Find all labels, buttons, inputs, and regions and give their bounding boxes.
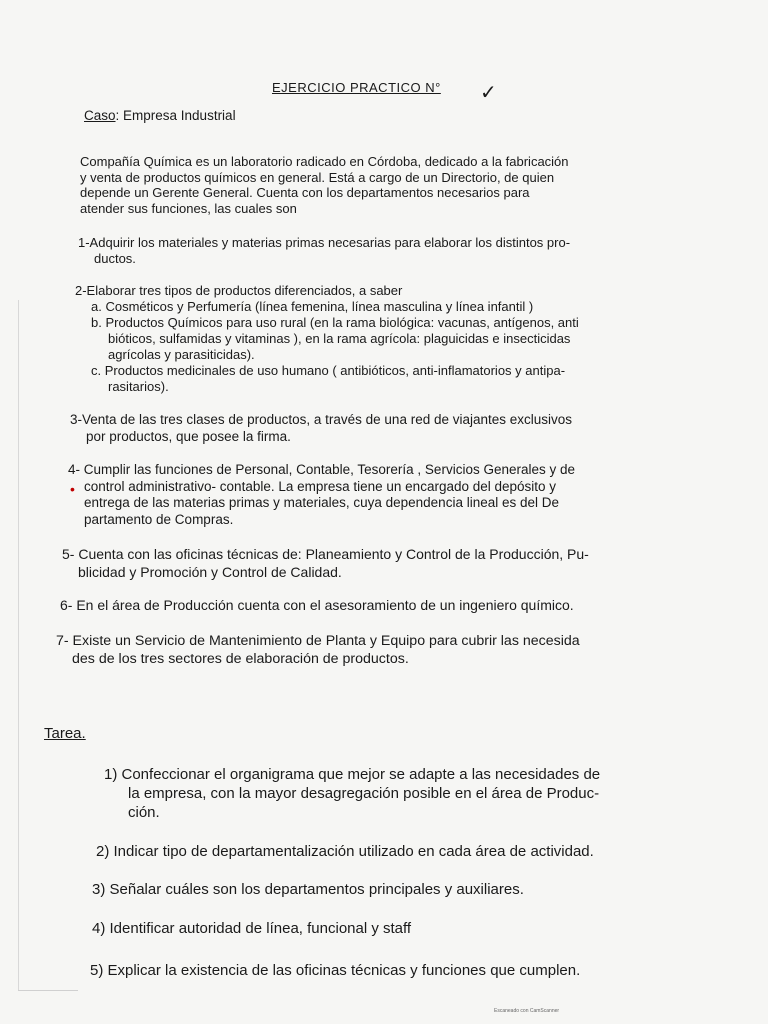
scan-bottom-line (18, 990, 78, 991)
item-7 (56, 632, 580, 668)
item-2 (75, 283, 579, 395)
item-5-line: 5- Cuenta con las oficinas técnicas de: Planeamiento y Control de la Producción, Pu- (62, 546, 589, 562)
item-1-line: 1-Adquirir los materiales y materias primas necesarias para elaborar los distintos pro- (78, 235, 571, 250)
item-3-line: 3-Venta de las tres clases de productos, a través de una red de viajantes exclusivos (70, 412, 573, 427)
intro-line: y venta de productos químicos en general. Está a cargo de un Directorio, de quien (80, 169, 555, 185)
item-4 (68, 462, 575, 528)
task-2: 2) Indicar tipo de departamentalización utilizado en cada área de actividad. (96, 843, 594, 860)
task-1-line: la empresa, con la mayor desagregación posible en el área de Produc- (128, 785, 600, 802)
red-mark: • (70, 481, 75, 497)
task-3: 3) Señalar cuáles son los departamentos principales y auxiliares. (92, 881, 524, 898)
intro-line: Compañía Química es un laboratorio radicado en Córdoba, dedicado a la fabricación (80, 154, 569, 169)
item-4-line: 4- Cumplir las funciones de Personal, Contable, Tesorería , Servicios Generales y de (68, 462, 576, 477)
item-4-line: entrega de las materias primas y materiales, cuya dependencia lineal es del De (84, 495, 560, 510)
task-1-line: ción. (128, 804, 160, 821)
item-1 (78, 235, 570, 267)
item-2-b: bióticos, sulfamidas y vitaminas ), en la rama agrícola: plaguicidas e insecticidas (108, 331, 571, 346)
exercise-title: EJERCICIO PRACTICO N° (272, 80, 441, 95)
task-5: 5) Explicar la existencia de las oficinas técnicas y funciones que cumplen. (90, 962, 581, 979)
item-3-line: por productos, que posee la firma. (86, 429, 291, 444)
case-line (84, 108, 236, 123)
task-4: 4) Identificar autoridad de línea, funcional y staff (92, 920, 412, 937)
item-7-line: 7- Existe un Servicio de Mantenimiento de Planta y Equipo para cubrir las necesida (56, 633, 580, 649)
item-6: 6- En el área de Producción cuenta con el asesoramiento de un ingeniero químico. (60, 597, 574, 613)
scanner-watermark: Escaneado con CamScanner (494, 1008, 560, 1014)
tarea-heading: Tarea. (44, 725, 86, 742)
item-2-b: agrícolas y parasiticidas). (108, 347, 255, 362)
item-4-line: partamento de Compras. (84, 511, 234, 527)
item-5-line: blicidad y Promoción y Control de Calidad. (78, 564, 342, 580)
item-3 (70, 411, 572, 445)
case-value: : Empresa Industrial (115, 108, 236, 123)
intro-line: depende un Gerente General. Cuenta con los departamentos necesarios para (80, 185, 530, 200)
item-2-c: c. Productos medicinales de uso humano ( antibióticos, anti-inflamatorios y antipa- (91, 363, 566, 378)
intro-line: atender sus funciones, las cuales son (80, 200, 297, 216)
item-4-line: control administrativo- contable. La empresa tiene un encargado del depósito y (84, 478, 557, 494)
task-1-line: 1) Confeccionar el organigrama que mejor se adapte a las necesidades de (104, 766, 601, 783)
intro-paragraph (80, 154, 569, 216)
check-mark-icon: ✓ (480, 82, 497, 104)
case-label: Caso (84, 108, 116, 123)
item-2-b: b. Productos Químicos para uso rural (en la rama biológica: vacunas, antígenos, anti (91, 315, 579, 330)
item-5 (62, 545, 589, 581)
task-1 (104, 765, 600, 822)
item-1-line: ductos. (94, 251, 136, 266)
item-7-line: des de los tres sectores de elaboración de productos. (72, 651, 409, 667)
item-2-a: a. Cosméticos y Perfumería (línea femenina, línea masculina y línea infantil ) (91, 299, 534, 314)
scan-margin-line (18, 300, 19, 990)
item-2-heading: 2-Elaborar tres tipos de productos diferenciados, a saber (75, 283, 403, 298)
item-2-c: rasitarios). (108, 379, 169, 394)
